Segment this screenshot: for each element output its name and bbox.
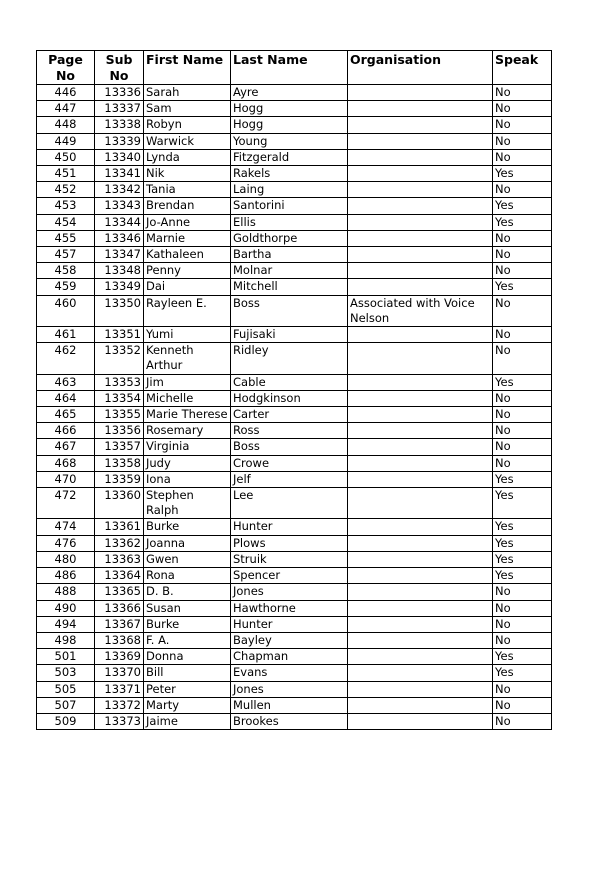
table-row <box>37 423 552 439</box>
first-name-cell: Sam <box>144 101 231 117</box>
speak-cell: Yes <box>493 471 552 487</box>
last-name-cell: Lee <box>231 488 348 519</box>
organisation-cell <box>348 535 493 551</box>
speak-cell: No <box>493 247 552 263</box>
sub-no-cell: 13363 <box>95 551 144 567</box>
speak-cell: Yes <box>493 568 552 584</box>
speak-cell: No <box>493 85 552 101</box>
sub-no-cell: 13347 <box>95 247 144 263</box>
last-name-cell: Hodgkinson <box>231 390 348 406</box>
table-row <box>37 471 552 487</box>
organisation-cell <box>348 600 493 616</box>
sub-no-cell: 13372 <box>95 697 144 713</box>
organisation-cell <box>348 133 493 149</box>
page-no-cell: 448 <box>37 117 95 133</box>
page-no-cell: 465 <box>37 407 95 423</box>
page-no-cell: 486 <box>37 568 95 584</box>
table-header <box>37 51 552 85</box>
table-row <box>37 374 552 390</box>
first-name-cell: Joanna <box>144 535 231 551</box>
first-name-cell: Peter <box>144 681 231 697</box>
speak-cell: No <box>493 697 552 713</box>
header-organisation: Organisation <box>348 51 493 85</box>
table-row <box>37 681 552 697</box>
first-name-cell: Rayleen E. <box>144 295 231 326</box>
speak-cell: No <box>493 390 552 406</box>
organisation-cell <box>348 166 493 182</box>
first-name-cell: Brendan <box>144 198 231 214</box>
table-row <box>37 279 552 295</box>
sub-no-cell: 13355 <box>95 407 144 423</box>
page-no-cell: 453 <box>37 198 95 214</box>
organisation-cell <box>348 85 493 101</box>
last-name-cell: Jones <box>231 584 348 600</box>
header-sub-no: Sub No <box>95 51 144 85</box>
page-no-cell: 467 <box>37 439 95 455</box>
organisation-cell <box>348 519 493 535</box>
first-name-cell: Michelle <box>144 390 231 406</box>
last-name-cell: Bartha <box>231 247 348 263</box>
sub-no-cell: 13352 <box>95 343 144 374</box>
header-last-name: Last Name <box>231 51 348 85</box>
header-page-no: Page No <box>37 51 95 85</box>
page-no-cell: 480 <box>37 551 95 567</box>
organisation-cell <box>348 423 493 439</box>
sub-no-cell: 13354 <box>95 390 144 406</box>
last-name-cell: Chapman <box>231 649 348 665</box>
last-name-cell: Hogg <box>231 117 348 133</box>
last-name-cell: Molnar <box>231 263 348 279</box>
table-row <box>37 455 552 471</box>
table-row <box>37 149 552 165</box>
organisation-cell <box>348 488 493 519</box>
speak-cell: No <box>493 423 552 439</box>
speak-cell: No <box>493 295 552 326</box>
first-name-cell: Tania <box>144 182 231 198</box>
page-no-cell: 452 <box>37 182 95 198</box>
organisation-cell <box>348 649 493 665</box>
first-name-cell: Susan <box>144 600 231 616</box>
table-row <box>37 697 552 713</box>
last-name-cell: Brookes <box>231 713 348 729</box>
table-row <box>37 568 552 584</box>
sub-no-cell: 13373 <box>95 713 144 729</box>
table-row <box>37 101 552 117</box>
last-name-cell: Hogg <box>231 101 348 117</box>
last-name-cell: Ridley <box>231 343 348 374</box>
page-no-cell: 507 <box>37 697 95 713</box>
last-name-cell: Bayley <box>231 632 348 648</box>
first-name-cell: F. A. <box>144 632 231 648</box>
speak-cell: No <box>493 101 552 117</box>
last-name-cell: Fujisaki <box>231 327 348 343</box>
first-name-cell: Gwen <box>144 551 231 567</box>
sub-no-cell: 13359 <box>95 471 144 487</box>
first-name-cell: Marty <box>144 697 231 713</box>
page-no-cell: 474 <box>37 519 95 535</box>
speak-cell: Yes <box>493 551 552 567</box>
header-speak: Speak <box>493 51 552 85</box>
table-row <box>37 535 552 551</box>
last-name-cell: Hunter <box>231 519 348 535</box>
last-name-cell: Jelf <box>231 471 348 487</box>
last-name-cell: Carter <box>231 407 348 423</box>
table-row <box>37 295 552 326</box>
speak-cell: No <box>493 230 552 246</box>
page-no-cell: 505 <box>37 681 95 697</box>
table-row <box>37 247 552 263</box>
first-name-cell: Iona <box>144 471 231 487</box>
table-row <box>37 214 552 230</box>
last-name-cell: Ellis <box>231 214 348 230</box>
table-row <box>37 600 552 616</box>
sub-no-cell: 13368 <box>95 632 144 648</box>
first-name-cell: Jim <box>144 374 231 390</box>
speak-cell: No <box>493 713 552 729</box>
sub-no-cell: 13339 <box>95 133 144 149</box>
first-name-cell: Judy <box>144 455 231 471</box>
table-row <box>37 632 552 648</box>
first-name-cell: Sarah <box>144 85 231 101</box>
sub-no-cell: 13338 <box>95 117 144 133</box>
table-row <box>37 327 552 343</box>
first-name-cell: Burke <box>144 519 231 535</box>
speak-cell: No <box>493 133 552 149</box>
speak-cell: No <box>493 149 552 165</box>
speak-cell: Yes <box>493 519 552 535</box>
table-row <box>37 584 552 600</box>
organisation-cell <box>348 343 493 374</box>
speak-cell: No <box>493 455 552 471</box>
last-name-cell: Cable <box>231 374 348 390</box>
speak-cell: No <box>493 263 552 279</box>
speak-cell: Yes <box>493 488 552 519</box>
table-row <box>37 616 552 632</box>
table-row <box>37 230 552 246</box>
sub-no-cell: 13367 <box>95 616 144 632</box>
page-no-cell: 476 <box>37 535 95 551</box>
speak-cell: No <box>493 327 552 343</box>
organisation-cell <box>348 568 493 584</box>
sub-no-cell: 13336 <box>95 85 144 101</box>
sub-no-cell: 13364 <box>95 568 144 584</box>
sub-no-cell: 13343 <box>95 198 144 214</box>
last-name-cell: Laing <box>231 182 348 198</box>
table-row <box>37 519 552 535</box>
last-name-cell: Santorini <box>231 198 348 214</box>
speak-cell: Yes <box>493 279 552 295</box>
organisation-cell <box>348 439 493 455</box>
page-no-cell: 494 <box>37 616 95 632</box>
speak-cell: No <box>493 632 552 648</box>
page-no-cell: 461 <box>37 327 95 343</box>
organisation-cell <box>348 182 493 198</box>
organisation-cell <box>348 697 493 713</box>
organisation-cell <box>348 327 493 343</box>
speak-cell: Yes <box>493 649 552 665</box>
page-no-cell: 503 <box>37 665 95 681</box>
sub-no-cell: 13370 <box>95 665 144 681</box>
document-page <box>36 50 551 730</box>
sub-no-cell: 13369 <box>95 649 144 665</box>
first-name-cell: Virginia <box>144 439 231 455</box>
first-name-cell: Marie Therese <box>144 407 231 423</box>
first-name-cell: Stephen Ralph <box>144 488 231 519</box>
first-name-cell: D. B. <box>144 584 231 600</box>
first-name-cell: Nik <box>144 166 231 182</box>
sub-no-cell: 13346 <box>95 230 144 246</box>
organisation-cell <box>348 407 493 423</box>
speak-cell: No <box>493 407 552 423</box>
first-name-cell: Marnie <box>144 230 231 246</box>
first-name-cell: Rona <box>144 568 231 584</box>
sub-no-cell: 13371 <box>95 681 144 697</box>
organisation-cell <box>348 616 493 632</box>
organisation-cell <box>348 263 493 279</box>
last-name-cell: Struik <box>231 551 348 567</box>
submissions-table <box>36 50 552 730</box>
first-name-cell: Yumi <box>144 327 231 343</box>
first-name-cell: Kenneth Arthur <box>144 343 231 374</box>
organisation-cell <box>348 374 493 390</box>
table-row <box>37 407 552 423</box>
first-name-cell: Donna <box>144 649 231 665</box>
last-name-cell: Ayre <box>231 85 348 101</box>
speak-cell: Yes <box>493 198 552 214</box>
organisation-cell: Associated with Voice Nelson <box>348 295 493 326</box>
sub-no-cell: 13357 <box>95 439 144 455</box>
page-no-cell: 463 <box>37 374 95 390</box>
table-row <box>37 713 552 729</box>
page-no-cell: 488 <box>37 584 95 600</box>
last-name-cell: Rakels <box>231 166 348 182</box>
table-row <box>37 488 552 519</box>
sub-no-cell: 13366 <box>95 600 144 616</box>
page-no-cell: 454 <box>37 214 95 230</box>
organisation-cell <box>348 681 493 697</box>
first-name-cell: Dai <box>144 279 231 295</box>
table-row <box>37 551 552 567</box>
sub-no-cell: 13350 <box>95 295 144 326</box>
last-name-cell: Hawthorne <box>231 600 348 616</box>
last-name-cell: Evans <box>231 665 348 681</box>
organisation-cell <box>348 584 493 600</box>
sub-no-cell: 13362 <box>95 535 144 551</box>
table-row <box>37 85 552 101</box>
organisation-cell <box>348 665 493 681</box>
page-no-cell: 457 <box>37 247 95 263</box>
speak-cell: No <box>493 584 552 600</box>
last-name-cell: Hunter <box>231 616 348 632</box>
last-name-cell: Goldthorpe <box>231 230 348 246</box>
table-row <box>37 343 552 374</box>
first-name-cell: Jo-Anne <box>144 214 231 230</box>
table-row <box>37 263 552 279</box>
last-name-cell: Ross <box>231 423 348 439</box>
sub-no-cell: 13358 <box>95 455 144 471</box>
last-name-cell: Young <box>231 133 348 149</box>
organisation-cell <box>348 198 493 214</box>
speak-cell: Yes <box>493 535 552 551</box>
sub-no-cell: 13340 <box>95 149 144 165</box>
last-name-cell: Fitzgerald <box>231 149 348 165</box>
page-no-cell: 450 <box>37 149 95 165</box>
table-body <box>37 85 552 730</box>
sub-no-cell: 13344 <box>95 214 144 230</box>
first-name-cell: Rosemary <box>144 423 231 439</box>
organisation-cell <box>348 279 493 295</box>
sub-no-cell: 13348 <box>95 263 144 279</box>
sub-no-cell: 13353 <box>95 374 144 390</box>
first-name-cell: Penny <box>144 263 231 279</box>
header-row <box>37 51 552 85</box>
table-row <box>37 166 552 182</box>
speak-cell: No <box>493 600 552 616</box>
speak-cell: No <box>493 343 552 374</box>
sub-no-cell: 13356 <box>95 423 144 439</box>
speak-cell: Yes <box>493 166 552 182</box>
speak-cell: No <box>493 681 552 697</box>
organisation-cell <box>348 713 493 729</box>
speak-cell: Yes <box>493 374 552 390</box>
table-row <box>37 649 552 665</box>
page-no-cell: 509 <box>37 713 95 729</box>
table-row <box>37 117 552 133</box>
first-name-cell: Warwick <box>144 133 231 149</box>
organisation-cell <box>348 230 493 246</box>
sub-no-cell: 13360 <box>95 488 144 519</box>
speak-cell: Yes <box>493 214 552 230</box>
sub-no-cell: 13342 <box>95 182 144 198</box>
speak-cell: No <box>493 182 552 198</box>
page-no-cell: 468 <box>37 455 95 471</box>
last-name-cell: Plows <box>231 535 348 551</box>
first-name-cell: Burke <box>144 616 231 632</box>
sub-no-cell: 13361 <box>95 519 144 535</box>
sub-no-cell: 13337 <box>95 101 144 117</box>
page-no-cell: 459 <box>37 279 95 295</box>
table-row <box>37 439 552 455</box>
sub-no-cell: 13341 <box>95 166 144 182</box>
table-row <box>37 133 552 149</box>
organisation-cell <box>348 101 493 117</box>
page-no-cell: 451 <box>37 166 95 182</box>
page-no-cell: 470 <box>37 471 95 487</box>
organisation-cell <box>348 214 493 230</box>
last-name-cell: Mullen <box>231 697 348 713</box>
page-no-cell: 490 <box>37 600 95 616</box>
organisation-cell <box>348 455 493 471</box>
page-no-cell: 498 <box>37 632 95 648</box>
organisation-cell <box>348 632 493 648</box>
speak-cell: No <box>493 616 552 632</box>
last-name-cell: Boss <box>231 439 348 455</box>
table-row <box>37 390 552 406</box>
organisation-cell <box>348 149 493 165</box>
page-no-cell: 466 <box>37 423 95 439</box>
first-name-cell: Lynda <box>144 149 231 165</box>
last-name-cell: Crowe <box>231 455 348 471</box>
page-no-cell: 501 <box>37 649 95 665</box>
table-row <box>37 182 552 198</box>
page-no-cell: 472 <box>37 488 95 519</box>
last-name-cell: Jones <box>231 681 348 697</box>
page-no-cell: 462 <box>37 343 95 374</box>
organisation-cell <box>348 390 493 406</box>
table-row <box>37 665 552 681</box>
first-name-cell: Robyn <box>144 117 231 133</box>
page-no-cell: 447 <box>37 101 95 117</box>
speak-cell: Yes <box>493 665 552 681</box>
last-name-cell: Mitchell <box>231 279 348 295</box>
last-name-cell: Spencer <box>231 568 348 584</box>
last-name-cell: Boss <box>231 295 348 326</box>
speak-cell: No <box>493 439 552 455</box>
sub-no-cell: 13365 <box>95 584 144 600</box>
first-name-cell: Kathaleen <box>144 247 231 263</box>
sub-no-cell: 13351 <box>95 327 144 343</box>
page-no-cell: 455 <box>37 230 95 246</box>
first-name-cell: Jaime <box>144 713 231 729</box>
organisation-cell <box>348 117 493 133</box>
organisation-cell <box>348 471 493 487</box>
organisation-cell <box>348 551 493 567</box>
organisation-cell <box>348 247 493 263</box>
page-no-cell: 449 <box>37 133 95 149</box>
page-no-cell: 458 <box>37 263 95 279</box>
page-no-cell: 460 <box>37 295 95 326</box>
sub-no-cell: 13349 <box>95 279 144 295</box>
first-name-cell: Bill <box>144 665 231 681</box>
header-first-name: First Name <box>144 51 231 85</box>
speak-cell: No <box>493 117 552 133</box>
table-row <box>37 198 552 214</box>
page-no-cell: 464 <box>37 390 95 406</box>
page-no-cell: 446 <box>37 85 95 101</box>
